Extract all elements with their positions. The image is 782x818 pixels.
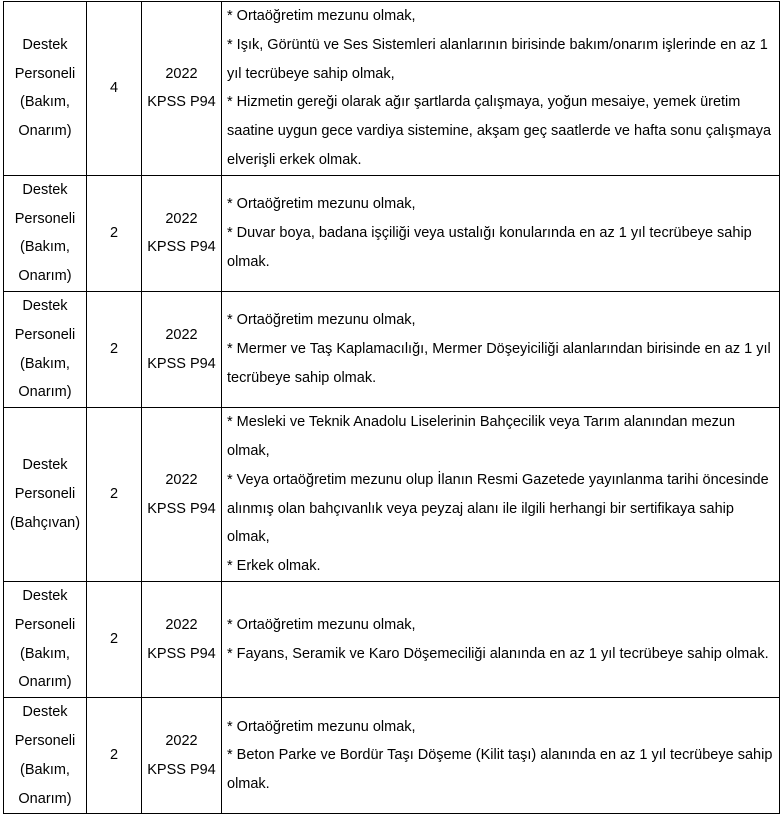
position-title-line: (Bakım, bbox=[20, 355, 70, 372]
exam-score-type: KPSS P94 bbox=[147, 761, 216, 778]
position-title-line: Onarım) bbox=[18, 384, 72, 401]
exam-cell bbox=[142, 581, 222, 697]
requirement-item: * Ortaöğretim mezunu olmak, bbox=[227, 718, 416, 735]
exam-score-type: KPSS P94 bbox=[147, 94, 216, 111]
exam-year: 2022 bbox=[165, 210, 198, 227]
exam-year: 2022 bbox=[165, 65, 198, 82]
exam-year: 2022 bbox=[165, 732, 198, 749]
position-count: 2 bbox=[87, 698, 142, 814]
exam-cell bbox=[142, 2, 222, 176]
position-title-cell bbox=[4, 175, 87, 291]
position-count: 4 bbox=[87, 2, 142, 176]
requirement-item: * Ortaöğretim mezunu olmak, bbox=[227, 8, 416, 24]
table-row bbox=[4, 291, 780, 407]
requirement-item: * Ortaöğretim mezunu olmak, bbox=[227, 312, 416, 329]
position-title-line: (Bakım, bbox=[20, 645, 70, 662]
position-title-line: Destek bbox=[22, 457, 68, 474]
position-title-line: Personeli bbox=[14, 616, 76, 633]
position-title-line: Onarım) bbox=[18, 674, 72, 691]
position-title-cell bbox=[4, 581, 87, 697]
exam-cell bbox=[142, 291, 222, 407]
requirements-cell bbox=[222, 698, 780, 814]
exam-score-type: KPSS P94 bbox=[147, 500, 216, 517]
position-count: 2 bbox=[87, 581, 142, 697]
exam-cell bbox=[142, 408, 222, 582]
requirement-item: * Erkek olmak. bbox=[227, 558, 321, 575]
position-title-line: Onarım) bbox=[18, 268, 72, 285]
requirement-item: * Fayans, Seramik ve Karo Döşemeciliği alanında en az 1 yıl tecrübeye sahip olmak. bbox=[227, 645, 769, 662]
position-title-line: Destek bbox=[22, 587, 68, 604]
requirement-item: * Veya ortaöğretim mezunu olup İlanın Resmi Gazetede yayınlanma tarihi öncesinde alınmış olan bahçıvanlık veya peyzaj alanı ile ilgili herhangi bir sertifikaya sahip olmak, bbox=[227, 471, 769, 546]
position-title-line: (Bahçıvan) bbox=[9, 514, 81, 531]
table-row bbox=[4, 581, 780, 697]
requirement-item: * Beton Parke ve Bordür Taşı Döşeme (Kilit taşı) alanında en az 1 yıl tecrübeye sahip olmak. bbox=[227, 747, 773, 793]
requirements-cell bbox=[222, 408, 780, 582]
position-title-line: Personeli bbox=[14, 210, 76, 227]
requirement-item: * Hizmetin gereği olarak ağır şartlarda çalışmaya, yoğun mesaiye, yemek üretim saatine uygun gece vardiya sistemine, akşam geç saatlerde ve hafta sonu çalışmaya elverişli erkek olmak. bbox=[227, 94, 772, 168]
requirement-item: * Mesleki ve Teknik Anadolu Liselerinin Bahçecilik veya Tarım alanından mezun olmak, bbox=[227, 414, 736, 459]
exam-year: 2022 bbox=[165, 616, 198, 633]
requirement-item: * Mermer ve Taş Kaplamacılığı, Mermer Döşeyiciliği alanlarından birisinde en az 1 yıl tecrübeye sahip olmak. bbox=[227, 341, 771, 386]
position-count: 2 bbox=[87, 408, 142, 582]
position-title-line: (Bakım, bbox=[20, 94, 70, 111]
requirements-cell bbox=[222, 291, 780, 407]
position-title-cell bbox=[4, 698, 87, 814]
position-title-line: Destek bbox=[22, 181, 68, 198]
position-title-line: Personeli bbox=[14, 732, 76, 749]
positions-table bbox=[3, 1, 780, 814]
exam-score-type: KPSS P94 bbox=[147, 645, 216, 662]
table-row bbox=[4, 408, 780, 582]
position-count: 2 bbox=[87, 175, 142, 291]
position-title-line: Personeli bbox=[14, 326, 76, 343]
exam-score-type: KPSS P94 bbox=[147, 355, 216, 372]
requirements-cell bbox=[222, 175, 780, 291]
position-title-line: Destek bbox=[22, 704, 68, 721]
position-count: 2 bbox=[87, 291, 142, 407]
position-title-line: Onarım) bbox=[18, 123, 72, 140]
exam-cell bbox=[142, 175, 222, 291]
exam-score-type: KPSS P94 bbox=[147, 239, 216, 256]
requirement-item: * Ortaöğretim mezunu olmak, bbox=[227, 616, 416, 633]
requirement-item: * Işık, Görüntü ve Ses Sistemleri alanlarının birisinde bakım/onarım işlerinde en az 1 yıl tecrübeye sahip olmak, bbox=[227, 36, 768, 82]
position-title-cell bbox=[4, 291, 87, 407]
table-row bbox=[4, 2, 780, 176]
requirement-item: * Ortaöğretim mezunu olmak, bbox=[227, 196, 416, 213]
position-title-cell bbox=[4, 408, 87, 582]
position-title-line: (Bakım, bbox=[20, 761, 70, 778]
position-title-line: Onarım) bbox=[18, 790, 72, 807]
position-title-cell bbox=[4, 2, 87, 176]
exam-year: 2022 bbox=[165, 471, 198, 488]
position-title-line: Destek bbox=[22, 36, 68, 53]
requirements-cell bbox=[222, 2, 780, 176]
table-row bbox=[4, 175, 780, 291]
position-title-line: (Bakım, bbox=[20, 239, 70, 256]
requirement-item: * Duvar boya, badana işçiliği veya ustalığı konularında en az 1 yıl tecrübeye sahip olmak. bbox=[227, 224, 752, 270]
position-title-line: Destek bbox=[22, 297, 68, 314]
position-title-line: Personeli bbox=[14, 65, 76, 82]
requirements-cell bbox=[222, 581, 780, 697]
position-title-line: Personeli bbox=[14, 486, 76, 503]
table-row bbox=[4, 698, 780, 814]
exam-year: 2022 bbox=[165, 326, 198, 343]
exam-cell bbox=[142, 698, 222, 814]
